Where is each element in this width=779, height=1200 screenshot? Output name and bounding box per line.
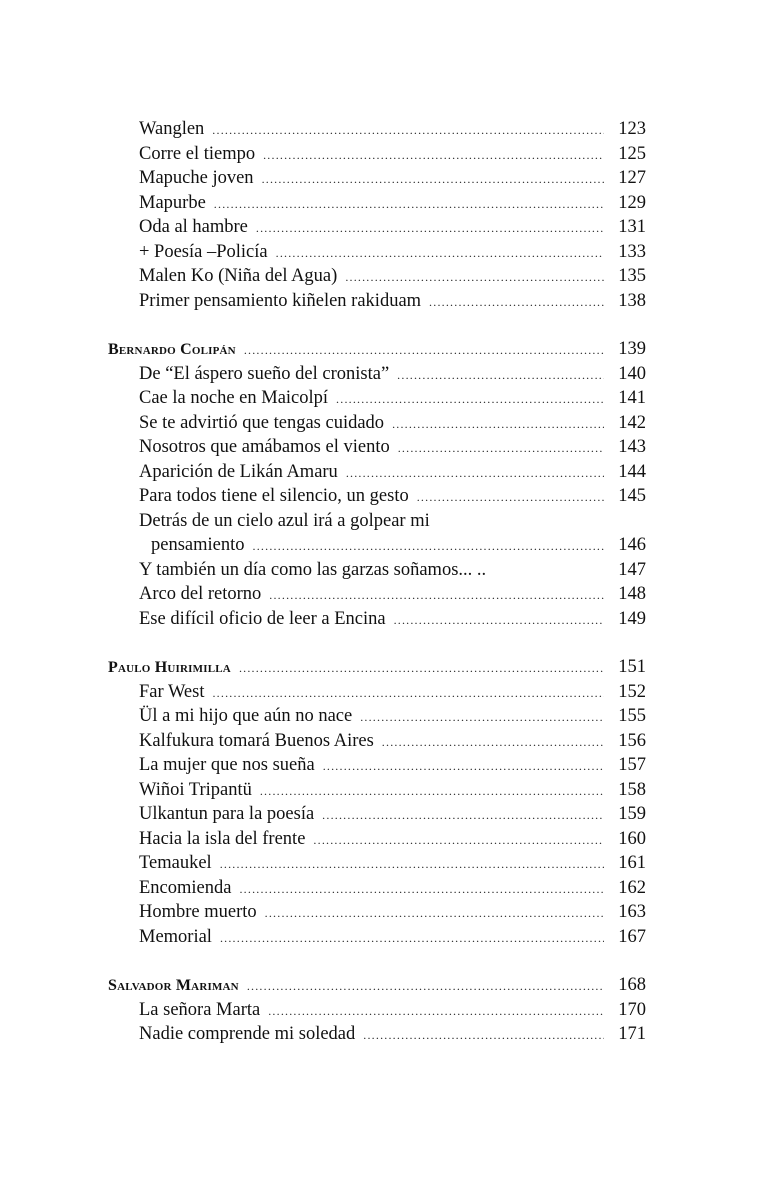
entry-title: Malen Ko (Niña del Agua) bbox=[139, 266, 338, 286]
dot-leader bbox=[212, 118, 604, 143]
toc-entry bbox=[108, 876, 646, 901]
dot-leader bbox=[247, 974, 604, 999]
toc-entry bbox=[108, 484, 646, 509]
toc-entry bbox=[108, 362, 646, 387]
entry-title: Wanglen bbox=[139, 119, 205, 139]
toc-entry bbox=[108, 998, 646, 1023]
entry-title: Nadie comprende mi soledad bbox=[139, 1024, 356, 1044]
table-of-contents bbox=[108, 117, 646, 1071]
toc-entry bbox=[108, 607, 646, 632]
entry-page: 123 bbox=[618, 119, 646, 139]
toc-entry bbox=[108, 166, 646, 191]
dot-leader bbox=[336, 387, 604, 412]
entry-title: Mapurbe bbox=[139, 192, 206, 213]
dot-leader bbox=[268, 999, 604, 1024]
toc-entry bbox=[108, 704, 646, 729]
entry-title: + Poesía –Policía bbox=[139, 241, 268, 262]
dot-leader bbox=[220, 852, 604, 877]
entry-title: Temaukel bbox=[139, 853, 212, 873]
toc-section bbox=[108, 973, 646, 1047]
entry-title: Detrás de un cielo azul irá a golpear mi bbox=[139, 510, 430, 531]
dot-leader bbox=[244, 338, 604, 363]
entry-page: 158 bbox=[618, 779, 646, 800]
entry-page: 159 bbox=[618, 804, 646, 824]
toc-entry bbox=[108, 582, 646, 607]
entry-title: Para todos tiene el silencio, un gesto bbox=[139, 486, 409, 506]
entry-page: 140 bbox=[618, 363, 646, 384]
dot-leader bbox=[346, 461, 604, 486]
toc-entry-continuation bbox=[108, 533, 646, 558]
entry-title: Aparición de Likán Amaru bbox=[139, 461, 338, 482]
author-page: 151 bbox=[618, 657, 646, 677]
toc-entry bbox=[108, 925, 646, 950]
dot-leader bbox=[345, 265, 604, 290]
author-name: Bernardo Colipán bbox=[108, 341, 236, 358]
entry-page: 145 bbox=[618, 486, 646, 506]
dot-leader bbox=[263, 143, 604, 168]
dot-leader bbox=[260, 779, 604, 804]
toc-section bbox=[108, 655, 646, 949]
author-name: Salvador Mariman bbox=[108, 977, 239, 994]
entry-title: Y también un día como las garzas soñamos... .. bbox=[139, 559, 487, 580]
dot-leader bbox=[417, 485, 604, 510]
toc-entry bbox=[108, 240, 646, 265]
entry-title: Nosotros que amábamos el viento bbox=[139, 437, 390, 457]
dot-leader bbox=[363, 1023, 604, 1048]
author-heading bbox=[108, 973, 646, 998]
dot-leader bbox=[239, 656, 604, 681]
toc-entry bbox=[108, 460, 646, 485]
entry-title: Ulkantun para la poesía bbox=[139, 804, 315, 824]
toc-entry bbox=[108, 215, 646, 240]
author-page: 139 bbox=[618, 339, 646, 359]
author-page: 168 bbox=[618, 975, 646, 995]
dot-leader bbox=[360, 705, 604, 730]
entry-page: 152 bbox=[618, 681, 646, 702]
entry-page: 143 bbox=[618, 437, 646, 457]
entry-page: 138 bbox=[618, 290, 646, 311]
entry-page: 146 bbox=[618, 535, 646, 555]
entry-title: Mapuche joven bbox=[139, 168, 254, 188]
dot-leader bbox=[392, 412, 604, 437]
toc-entry bbox=[108, 900, 646, 925]
entry-page: 160 bbox=[618, 828, 646, 849]
entry-page: 161 bbox=[618, 853, 646, 873]
entry-title: La mujer que nos sueña bbox=[139, 755, 315, 775]
toc-entry bbox=[108, 802, 646, 827]
entry-title: Far West bbox=[139, 681, 205, 702]
entry-title: Ese difícil oficio de leer a Encina bbox=[139, 608, 386, 629]
entry-page: 127 bbox=[618, 168, 646, 188]
entry-page: 141 bbox=[618, 388, 646, 408]
dot-leader bbox=[253, 534, 604, 559]
entry-title: Kalfukura tomará Buenos Aires bbox=[139, 730, 374, 751]
dot-leader bbox=[256, 216, 604, 241]
toc-section bbox=[108, 337, 646, 631]
entry-page: 125 bbox=[618, 143, 646, 164]
toc-entry bbox=[108, 264, 646, 289]
entry-title: Oda al hambre bbox=[139, 217, 248, 237]
dot-leader bbox=[397, 363, 604, 388]
author-name: Paulo Huirimilla bbox=[108, 659, 231, 676]
dot-leader bbox=[322, 803, 604, 828]
entry-page: 155 bbox=[618, 706, 646, 726]
toc-entry bbox=[108, 827, 646, 852]
toc-entry bbox=[108, 753, 646, 778]
author-heading bbox=[108, 655, 646, 680]
entry-title: Se te advirtió que tengas cuidado bbox=[139, 412, 385, 433]
entry-title: Hacia la isla del frente bbox=[139, 828, 306, 849]
dot-leader bbox=[313, 828, 604, 853]
entry-page: 162 bbox=[618, 877, 646, 898]
dot-leader bbox=[220, 926, 604, 951]
entry-page: 147 bbox=[618, 559, 646, 580]
toc-entry bbox=[108, 680, 646, 705]
toc-entry bbox=[108, 851, 646, 876]
entry-page: 129 bbox=[618, 192, 646, 213]
toc-section bbox=[108, 117, 646, 313]
toc-entry bbox=[108, 117, 646, 142]
entry-page: 148 bbox=[618, 584, 646, 604]
dot-leader bbox=[398, 436, 604, 461]
dot-leader bbox=[269, 583, 604, 608]
entry-page: 157 bbox=[618, 755, 646, 775]
dot-leader bbox=[323, 754, 604, 779]
entry-title: Encomienda bbox=[139, 877, 232, 898]
entry-title: La señora Marta bbox=[139, 999, 261, 1020]
dot-leader bbox=[262, 167, 604, 192]
dot-leader bbox=[276, 241, 604, 266]
entry-title: Cae la noche en Maicolpí bbox=[139, 388, 329, 408]
entry-page: 163 bbox=[618, 902, 646, 922]
dot-leader bbox=[429, 290, 604, 315]
entry-title: Corre el tiempo bbox=[139, 143, 256, 164]
entry-page: 170 bbox=[618, 999, 646, 1020]
entry-title: De “El áspero sueño del cronista” bbox=[139, 363, 390, 384]
toc-entry bbox=[108, 729, 646, 754]
toc-entry bbox=[108, 558, 646, 583]
toc-entry bbox=[108, 435, 646, 460]
dot-leader bbox=[394, 608, 604, 633]
dot-leader bbox=[239, 877, 604, 902]
entry-page: 167 bbox=[618, 926, 646, 947]
entry-page: 144 bbox=[618, 461, 646, 482]
dot-leader bbox=[382, 730, 604, 755]
toc-entry bbox=[108, 386, 646, 411]
entry-title: Primer pensamiento kiñelen rakiduam bbox=[139, 290, 422, 311]
entry-page: 131 bbox=[618, 217, 646, 237]
toc-entry bbox=[108, 289, 646, 314]
entry-title: Memorial bbox=[139, 926, 212, 947]
entry-title-continuation: pensamiento bbox=[151, 535, 245, 555]
dot-leader bbox=[212, 681, 604, 706]
entry-page: 133 bbox=[618, 241, 646, 262]
entry-page: 142 bbox=[618, 412, 646, 433]
author-heading bbox=[108, 337, 646, 362]
entry-page: 135 bbox=[618, 266, 646, 286]
entry-page: 171 bbox=[618, 1024, 646, 1044]
toc-entry bbox=[108, 191, 646, 216]
toc-entry bbox=[108, 142, 646, 167]
dot-leader bbox=[265, 901, 604, 926]
entry-page: 156 bbox=[618, 730, 646, 751]
entry-title: Wiñoi Tripantü bbox=[139, 779, 252, 800]
toc-entry bbox=[108, 778, 646, 803]
toc-entry-first-line bbox=[108, 509, 646, 534]
entry-title: Ül a mi hijo que aún no nace bbox=[139, 706, 353, 726]
entry-title: Arco del retorno bbox=[139, 584, 262, 604]
entry-page: 149 bbox=[618, 608, 646, 629]
toc-entry bbox=[108, 411, 646, 436]
toc-entry bbox=[108, 1022, 646, 1047]
dot-leader bbox=[214, 192, 604, 217]
entry-title: Hombre muerto bbox=[139, 902, 257, 922]
